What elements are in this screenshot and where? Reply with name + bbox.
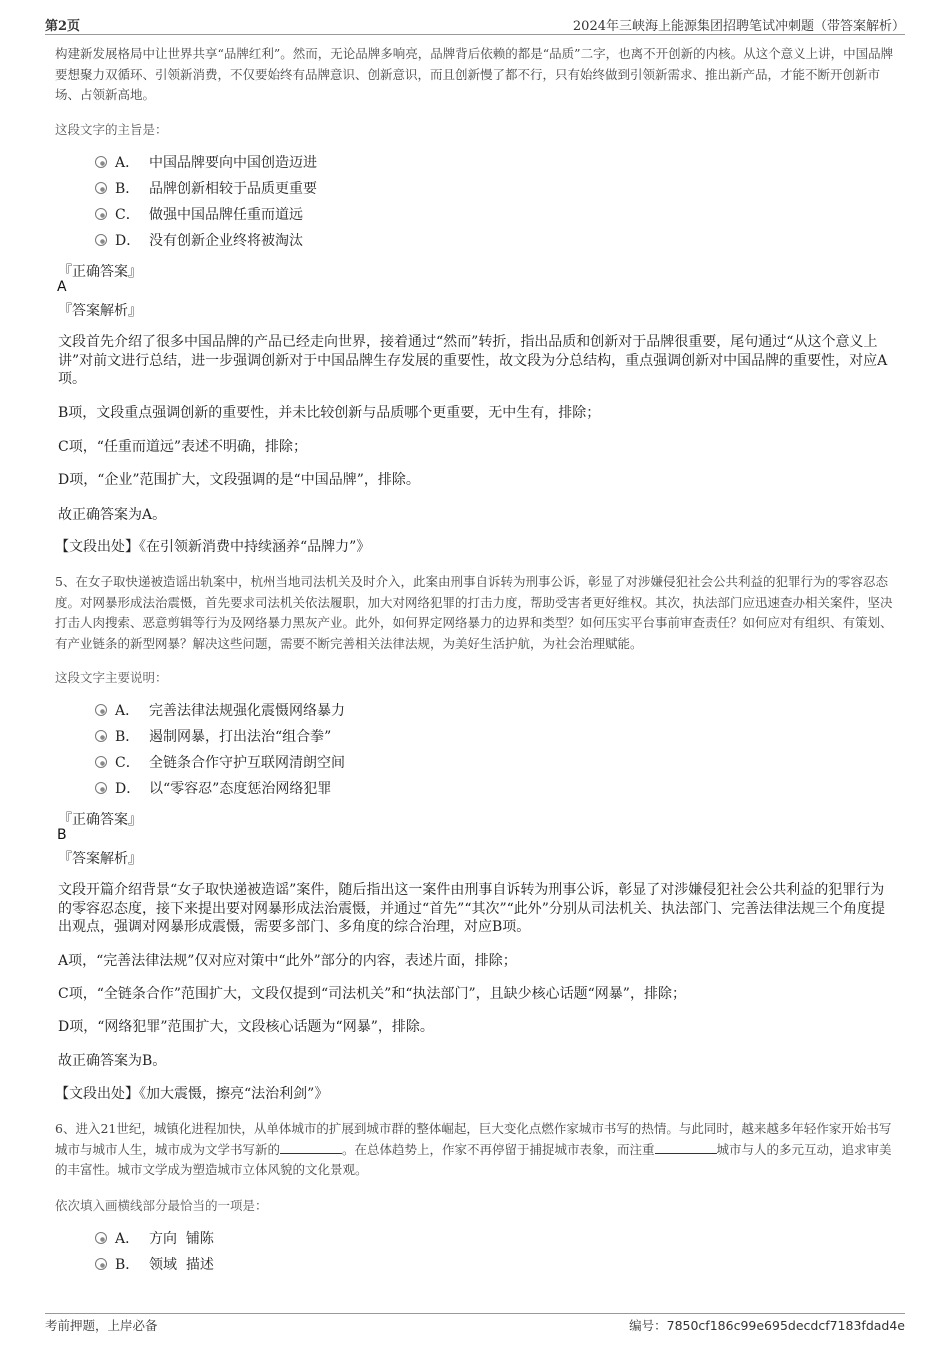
- q4-prompt: 这段文字的主旨是：: [55, 122, 168, 137]
- q6-prompt: 依次填入画横线部分最恰当的一项是：: [55, 1198, 268, 1213]
- q5-option-d[interactable]: D． 以“零容忍”态度惩治网络犯罪: [95, 778, 331, 800]
- q4-option-d[interactable]: D． 没有创新企业终将被淘汰: [95, 230, 303, 252]
- q5-conclusion: 故正确答案为B。: [58, 1053, 167, 1069]
- q5-analysis-label: 『答案解析』: [58, 851, 142, 867]
- q4-conclusion: 故正确答案为A。: [58, 507, 167, 523]
- q4-answer: A: [57, 279, 67, 295]
- q5-analysis-a: A项，“完善法律法规”仅对应对策中“此外”部分的内容，表述片面，排除；: [58, 953, 517, 969]
- document-title: 2024年三峡海上能源集团招聘笔试冲刺题（带答案解析）: [572, 19, 905, 34]
- document-code: 编号：7850cf186c99e695decdcf7183fdad4e: [629, 1318, 905, 1333]
- q4-analysis-label: 『答案解析』: [58, 303, 142, 319]
- radio-icon[interactable]: [95, 234, 107, 246]
- q4-option-b[interactable]: B． 品牌创新相较于品质更重要: [95, 178, 317, 200]
- footer-slogan: 考前押题，上岸必备: [45, 1318, 158, 1333]
- q4-analysis-main: 文段首先介绍了很多中国品牌的产品已经走向世界，接着通过“然而”转折，指出品质和创新对于品牌很重要，尾句通过“从这个意义上讲”对前文进行总结，进一步强调创新对于中国品牌生存发展的重要性，故文段为分总结构，重点强调创新对中国品牌的重要性，对应A项。: [58, 334, 888, 387]
- q6-passage: 6、进入21世纪，城镇化进程加快，从单体城市的扩展到城市群的整体崛起，巨大变化点燃作家城市书写的热情。与此同时，越来越多年轻作家开始书写城市与城市人生，城市成为文学书写新的 。在总体趋势上，作家不再停留于捕捉城市表象，而注重 城市与人的多元互动，追求审美的丰富性。城市文学成为塑造城市立体风貌的文化景观。: [55, 1121, 892, 1177]
- radio-icon[interactable]: [95, 730, 107, 742]
- q5-analysis-main: 文段开篇介绍背景“女子取快递被造谣”案件，随后指出这一案件由刑事自诉转为刑事公诉，彰显了对涉嫌侵犯社会公共利益的犯罪行为的零容忍态度，接下来提出要对网暴形成法治震慑，并通过“首先”“其次”“此外”分别从司法机关、执法部门、完善法律法规三个角度提出观点，强调对网暴形成震慑，需要多部门、多角度的综合治理，对应B项。: [58, 882, 885, 935]
- q4-option-a[interactable]: A． 中国品牌要向中国创造迈进: [95, 152, 317, 174]
- radio-icon[interactable]: [95, 1232, 107, 1244]
- q5-answer: B: [57, 827, 67, 843]
- radio-icon[interactable]: [95, 156, 107, 168]
- page-header: [45, 14, 905, 35]
- page-number: 第2页: [45, 19, 81, 34]
- q4-answer-label: 『正确答案』: [58, 264, 142, 280]
- radio-icon[interactable]: [95, 182, 107, 194]
- q5-source: 【文段出处】《加大震慑，擦亮“法治利剑”》: [55, 1086, 329, 1102]
- q6-option-a[interactable]: A． 方向 铺陈: [95, 1228, 214, 1250]
- page-footer: [45, 1313, 905, 1336]
- fill-blank-2: [655, 1141, 717, 1154]
- radio-icon[interactable]: [95, 704, 107, 716]
- radio-icon[interactable]: [95, 1258, 107, 1270]
- q5-option-b[interactable]: B． 遏制网暴，打出法治“组合拳”: [95, 726, 331, 748]
- radio-icon[interactable]: [95, 782, 107, 794]
- q4-analysis-d: D项，“企业”范围扩大，文段强调的是“中国品牌”，排除。: [58, 472, 420, 488]
- q4-analysis-b: B项，文段重点强调创新的重要性，并未比较创新与品质哪个更重要，无中生有，排除；: [58, 405, 601, 421]
- fill-blank-1: [280, 1141, 342, 1154]
- radio-icon[interactable]: [95, 208, 107, 220]
- q5-option-a[interactable]: A． 完善法律法规强化震慑网络暴力: [95, 700, 345, 722]
- q4-passage: 构建新发展格局中让世界共享“品牌红利”。然而，无论品牌多响亮，品牌背后依赖的都是“品质”二字，也离不开创新的内核。从这个意义上讲，中国品牌要想聚力双循环、引领新消费，不仅要始终有品牌意识、创新意识，而且创新慢了都不行，只有始终做到引领新需求、推出新产品，才能不断开创新市场、占领新高地。: [55, 46, 894, 102]
- q5-analysis-d: D项，“网络犯罪”范围扩大，文段核心话题为“网暴”，排除。: [58, 1019, 434, 1035]
- q4-source: 【文段出处】《在引领新消费中持续涵养“品牌力”》: [55, 539, 371, 555]
- q5-answer-label: 『正确答案』: [58, 812, 142, 828]
- radio-icon[interactable]: [95, 756, 107, 768]
- q6-option-b[interactable]: B． 领域 描述: [95, 1254, 214, 1276]
- q5-analysis-c: C项，“全链条合作”范围扩大，文段仅提到“司法机关”和“执法部门”，且缺少核心话题“网暴”，排除；: [58, 986, 686, 1002]
- q5-prompt: 这段文字主要说明：: [55, 670, 168, 685]
- q5-option-c[interactable]: C． 全链条合作守护互联网清朗空间: [95, 752, 345, 774]
- q5-passage: 5、在女子取快递被造谣出轨案中，杭州当地司法机关及时介入，此案由刑事自诉转为刑事公诉，彰显了对涉嫌侵犯社会公共利益的犯罪行为的零容忍态度。对网暴形成法治震慑，首先要求司法机关依法履职，加大对网络犯罪的打击力度，帮助受害者更好维权。其次，执法部门应迅速查办相关案件，坚决打击人肉搜索、恶意剪辑等行为及网络暴力黑灰产业。此外，如何界定网络暴力的边界和类型？如何压实平台事前审查责任？如何应对有组织、有策划、有产业链条的新型网暴？解决这些问题，需要不断完善相关法律法规，为美好生活护航，为社会治理赋能。: [55, 574, 893, 651]
- q4-analysis-c: C项，“任重而道远”表述不明确，排除；: [58, 439, 308, 455]
- q4-option-c[interactable]: C． 做强中国品牌任重而道远: [95, 204, 303, 226]
